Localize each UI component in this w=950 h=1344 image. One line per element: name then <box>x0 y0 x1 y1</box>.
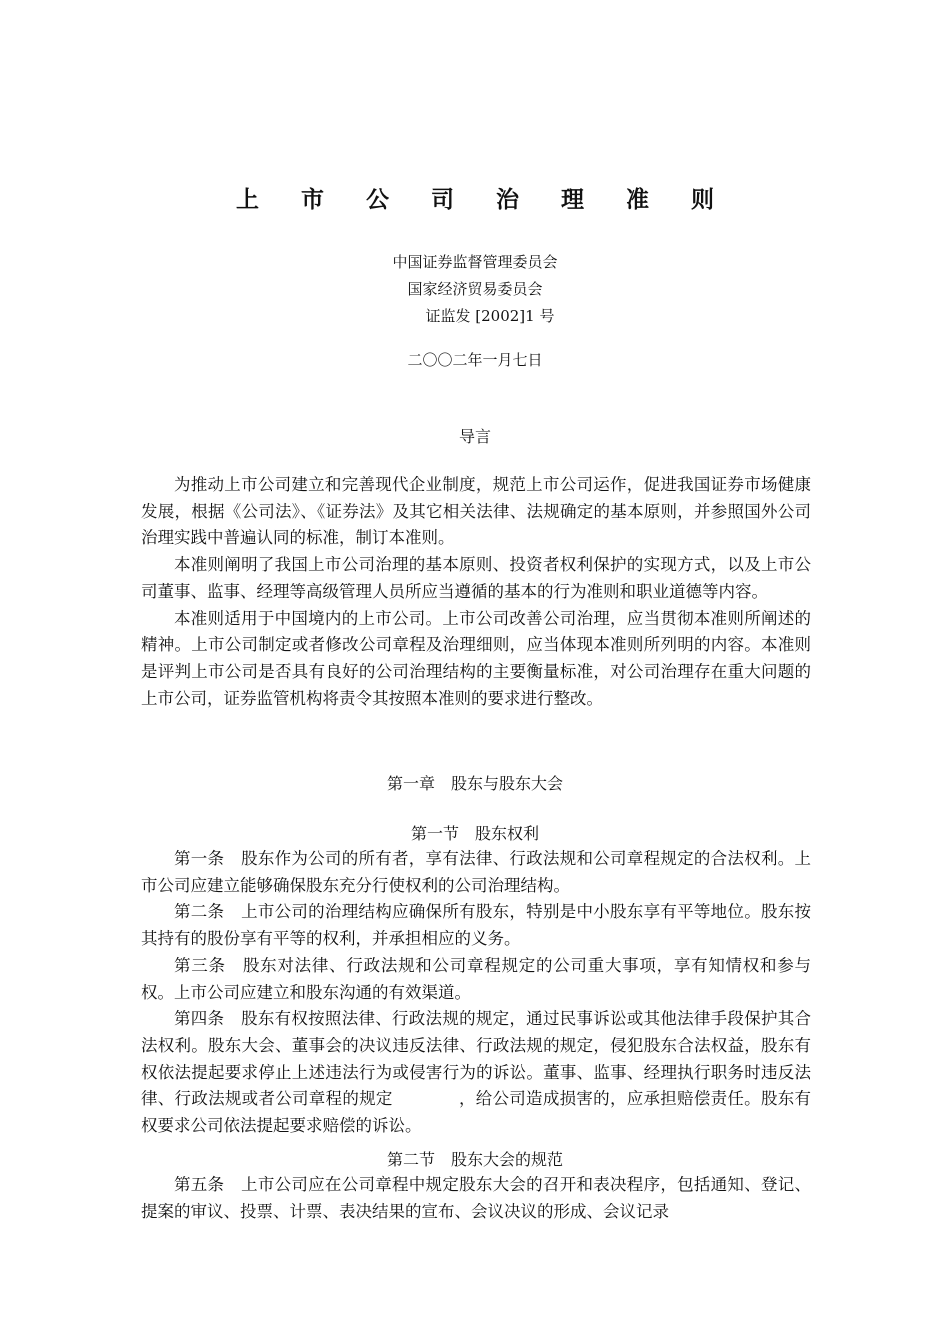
document-number: 证监发 [2002]1 号 <box>425 307 555 325</box>
article-2: 第二条 上市公司的治理结构应确保所有股东，特别是中小股东享有平等地位。股东按其持有的股份享有平等的权利，并承担相应的义务。 <box>141 902 811 949</box>
issue-date: 二〇〇二年一月七日 <box>407 351 543 369</box>
article-4 <box>141 1006 811 1140</box>
intro-body <box>141 472 811 712</box>
issuer-setc: 国家经济贸易委员会 <box>407 280 543 298</box>
section-heading: 第二节 股东大会的规范 <box>386 1150 563 1169</box>
section1-articles <box>141 846 811 1140</box>
chapter-heading: 第一章 股东与股东大会 <box>386 774 563 793</box>
issuer-block <box>0 250 950 331</box>
issuer-csrc: 中国证券监督管理委员会 <box>392 253 558 271</box>
intro-paragraph: 本准则适用于中国境内的上市公司。上市公司改善公司治理，应当贯彻本准则所阐述的精神。上市公司制定或者修改公司章程及治理细则，应当体现本准则所列明的内容。本准则是评判上市公司是否具有良好的公司治理结构的主要衡量标准，对公司治理存在重大问题的上市公司，证券监管机构将责令其按照本准则的要求进行整改。 <box>141 608 811 708</box>
document-title: 上 市 公 司 治 理 准 则 <box>235 187 732 213</box>
article-5: 第五条 上市公司应在公司章程中规定股东大会的召开和表决程序，包括通知、登记、提案的审议、投票、计票、表决结果的宣布、会议决议的形成、会议记录 <box>141 1175 811 1221</box>
intro-heading: 导言 <box>458 427 491 446</box>
section2-articles <box>141 1172 811 1225</box>
article-4-part2: ，给公司造成损害的，应承担赔偿责任。股东有权要求公司依法提起要求赔偿的诉讼。 <box>141 1089 812 1136</box>
intro-paragraph: 本准则阐明了我国上市公司治理的基本原则、投资者权利保护的实现方式，以及上市公司董事、监事、经理等高级管理人员所应当遵循的基本的行为准则和职业道德等内容。 <box>141 555 811 601</box>
intro-paragraph: 为推动上市公司建立和完善现代企业制度，规范上市公司运作，促进我国证券市场健康发展，根据《公司法》、《证券法》及其它相关法律、法规确定的基本原则，并参照国外公司治理实践中普遍认同的标准，制订本准则。 <box>141 475 811 548</box>
section-heading: 第一节 股东权利 <box>410 824 539 843</box>
article-1: 第一条 股东作为公司的所有者，享有法律、行政法规和公司章程规定的合法权利。上市公司应建立能够确保股东充分行使权利的公司治理结构。 <box>141 849 811 895</box>
article-3: 第三条 股东对法律、行政法规和公司章程规定的公司重大事项，享有知情权和参与权。上市公司应建立和股东沟通的有效渠道。 <box>141 955 811 1002</box>
article-4-part1: 第四条 股东有权按照法律、行政法规的规定，通过民事诉讼或其他法律手段保护其合法权利。股东大会、董事会的决议违反法律、行政法规的规定，侵犯股东合法权益，股东有权依法提起要求停止上述违法行为或侵害行为的诉讼。董事、监事、经理执行职务时违反法律、行政法规或者公司章程的规定 <box>141 1009 811 1109</box>
